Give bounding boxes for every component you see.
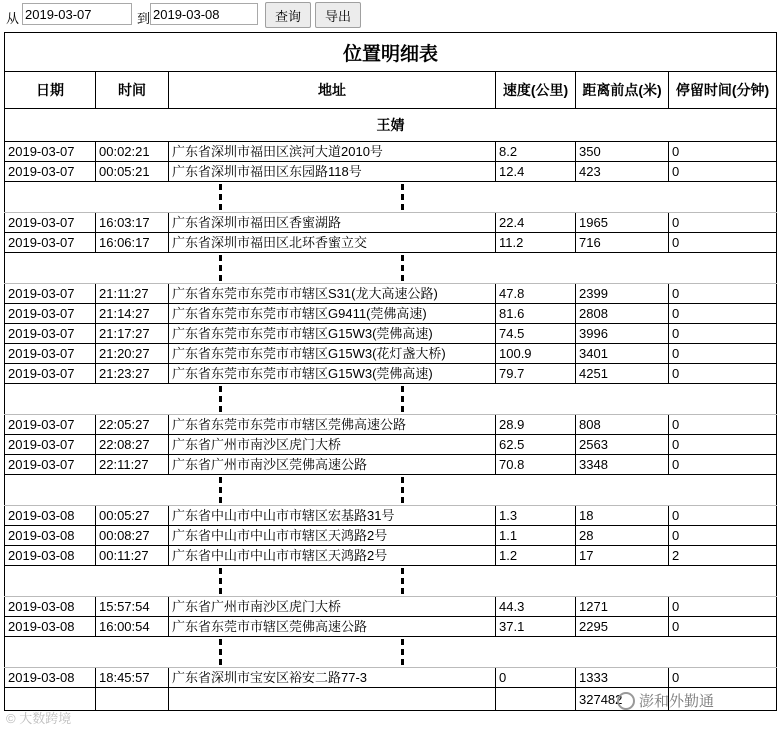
table-header-row — [5, 72, 777, 109]
header-speed: 速度(公里) — [496, 72, 576, 109]
cell-time: 22:05:27 — [96, 415, 169, 435]
ellipsis-dash — [401, 386, 404, 412]
table-row — [5, 597, 777, 617]
export-button[interactable]: 导出 — [315, 2, 361, 28]
cell-address: 广东省广州市南沙区虎门大桥 — [169, 435, 496, 455]
cell-speed: 1.2 — [496, 546, 576, 566]
table-row — [5, 284, 777, 304]
cell-distance: 3348 — [576, 455, 669, 475]
cell-date: 2019-03-07 — [5, 364, 96, 384]
cell-time: 16:06:17 — [96, 233, 169, 253]
cell-distance: 2399 — [576, 284, 669, 304]
cell-speed: 22.4 — [496, 213, 576, 233]
cell-address: 广东省深圳市福田区香蜜湖路 — [169, 213, 496, 233]
cell-time: 18:45:57 — [96, 668, 169, 688]
cell-address: 广东省深圳市福田区东园路118号 — [169, 162, 496, 182]
cell-date: 2019-03-08 — [5, 506, 96, 526]
table-row — [5, 233, 777, 253]
cell-time: 21:14:27 — [96, 304, 169, 324]
ellipsis-dash — [401, 255, 404, 281]
table-row — [5, 546, 777, 566]
cell-distance: 4251 — [576, 364, 669, 384]
cell-stay: 0 — [669, 364, 777, 384]
omitted-rows-gap — [5, 475, 777, 506]
table-row — [5, 213, 777, 233]
cell-speed: 100.9 — [496, 344, 576, 364]
cell-address: 广东省广州市南沙区虎门大桥 — [169, 597, 496, 617]
cell-distance: 2563 — [576, 435, 669, 455]
table-row — [5, 304, 777, 324]
omitted-rows-gap — [5, 182, 777, 213]
cell-stay: 0 — [669, 304, 777, 324]
wechat-icon — [617, 692, 635, 710]
table-row — [5, 142, 777, 162]
table-row — [5, 364, 777, 384]
gap-cell — [5, 182, 777, 213]
ellipsis-dash — [401, 639, 404, 665]
cell-stay: 0 — [669, 455, 777, 475]
cell-time: 21:20:27 — [96, 344, 169, 364]
query-toolbar — [0, 0, 780, 30]
cell-address: 广东省广州市南沙区莞佛高速公路 — [169, 455, 496, 475]
cell-stay: 0 — [669, 213, 777, 233]
table-row — [5, 344, 777, 364]
table-row — [5, 435, 777, 455]
cell-stay: 0 — [669, 526, 777, 546]
table-row — [5, 162, 777, 182]
cell-stay: 0 — [669, 324, 777, 344]
cell-distance: 17 — [576, 546, 669, 566]
cell-date: 2019-03-07 — [5, 415, 96, 435]
cell-date: 2019-03-08 — [5, 597, 96, 617]
cell-date: 2019-03-07 — [5, 162, 96, 182]
ellipsis-dash — [219, 568, 222, 594]
cell-distance: 3401 — [576, 344, 669, 364]
cell-address: 广东省中山市中山市市辖区天鸿路2号 — [169, 526, 496, 546]
total-distance: 327482 — [576, 688, 669, 711]
cell-stay: 0 — [669, 668, 777, 688]
ellipsis-dash — [219, 184, 222, 210]
group-name: 王婧 — [5, 109, 777, 142]
table-row — [5, 617, 777, 637]
ellipsis-dash — [401, 184, 404, 210]
cell-distance: 1271 — [576, 597, 669, 617]
omitted-rows-gap — [5, 637, 777, 668]
cell-address: 广东省东莞市东莞市市辖区S31(龙大高速公路) — [169, 284, 496, 304]
cell-stay: 0 — [669, 506, 777, 526]
watermark-left: © 大数跨境 — [6, 711, 72, 726]
cell-speed: 37.1 — [496, 617, 576, 637]
table-row — [5, 415, 777, 435]
cell-speed: 81.6 — [496, 304, 576, 324]
ellipsis-dash — [219, 639, 222, 665]
table-body — [5, 109, 777, 711]
cell-date: 2019-03-07 — [5, 435, 96, 455]
cell-stay: 0 — [669, 284, 777, 304]
total-empty-cell — [169, 688, 496, 711]
cell-speed: 47.8 — [496, 284, 576, 304]
cell-time: 22:08:27 — [96, 435, 169, 455]
cell-speed: 11.2 — [496, 233, 576, 253]
cell-time: 16:00:54 — [96, 617, 169, 637]
to-label: 到 — [137, 11, 151, 26]
header-time: 时间 — [96, 72, 169, 109]
cell-speed: 12.4 — [496, 162, 576, 182]
cell-stay: 0 — [669, 415, 777, 435]
cell-time: 00:08:27 — [96, 526, 169, 546]
cell-date: 2019-03-08 — [5, 668, 96, 688]
cell-address: 广东省深圳市福田区北环香蜜立交 — [169, 233, 496, 253]
header-distance: 距离前点(米) — [576, 72, 669, 109]
gap-cell — [5, 637, 777, 668]
cell-speed: 44.3 — [496, 597, 576, 617]
cell-stay: 0 — [669, 344, 777, 364]
header-stay: 停留时间(分钟) — [669, 72, 777, 109]
cell-date: 2019-03-07 — [5, 213, 96, 233]
table-row — [5, 526, 777, 546]
report-title: 位置明细表 — [5, 33, 777, 72]
cell-address: 广东省中山市中山市市辖区宏基路31号 — [169, 506, 496, 526]
cell-distance: 808 — [576, 415, 669, 435]
cell-address: 广东省东莞市东莞市市辖区G15W3(莞佛高速) — [169, 324, 496, 344]
watermark-right — [617, 690, 714, 711]
cell-address: 广东省东莞市东莞市市辖区G15W3(莞佛高速) — [169, 364, 496, 384]
cell-time: 00:05:21 — [96, 162, 169, 182]
cell-address: 广东省东莞市东莞市市辖区G15W3(花灯盏大桥) — [169, 344, 496, 364]
cell-date: 2019-03-07 — [5, 284, 96, 304]
cell-time: 21:23:27 — [96, 364, 169, 384]
cell-time: 15:57:54 — [96, 597, 169, 617]
cell-speed: 62.5 — [496, 435, 576, 455]
cell-stay: 2 — [669, 546, 777, 566]
cell-address: 广东省东莞市东莞市市辖区莞佛高速公路 — [169, 415, 496, 435]
cell-distance: 2808 — [576, 304, 669, 324]
to-date-input[interactable] — [150, 3, 258, 25]
omitted-rows-gap — [5, 253, 777, 284]
from-date-input[interactable] — [22, 3, 132, 25]
cell-time: 16:03:17 — [96, 213, 169, 233]
cell-distance: 1333 — [576, 668, 669, 688]
gap-cell — [5, 384, 777, 415]
query-button[interactable]: 查询 — [265, 2, 311, 28]
cell-date: 2019-03-08 — [5, 546, 96, 566]
position-detail-table — [4, 32, 777, 711]
cell-speed: 28.9 — [496, 415, 576, 435]
cell-stay: 0 — [669, 233, 777, 253]
cell-speed: 74.5 — [496, 324, 576, 344]
total-empty-cell — [496, 688, 576, 711]
cell-distance: 423 — [576, 162, 669, 182]
cell-time: 00:05:27 — [96, 506, 169, 526]
table-row — [5, 668, 777, 688]
cell-date: 2019-03-08 — [5, 526, 96, 546]
cell-stay: 0 — [669, 617, 777, 637]
total-empty-cell — [96, 688, 169, 711]
cell-time: 00:11:27 — [96, 546, 169, 566]
cell-distance: 18 — [576, 506, 669, 526]
cell-date: 2019-03-07 — [5, 142, 96, 162]
ellipsis-dash — [219, 477, 222, 503]
header-address: 地址 — [169, 72, 496, 109]
gap-cell — [5, 475, 777, 506]
from-label: 从 — [6, 11, 20, 26]
table-row — [5, 506, 777, 526]
ellipsis-dash — [219, 255, 222, 281]
cell-speed: 1.1 — [496, 526, 576, 546]
cell-time: 00:02:21 — [96, 142, 169, 162]
omitted-rows-gap — [5, 566, 777, 597]
cell-speed: 1.3 — [496, 506, 576, 526]
cell-speed: 70.8 — [496, 455, 576, 475]
cell-distance: 28 — [576, 526, 669, 546]
cell-speed: 79.7 — [496, 364, 576, 384]
cell-time: 21:11:27 — [96, 284, 169, 304]
cell-time: 21:17:27 — [96, 324, 169, 344]
header-date: 日期 — [5, 72, 96, 109]
cell-date: 2019-03-07 — [5, 324, 96, 344]
cell-date: 2019-03-07 — [5, 344, 96, 364]
cell-date: 2019-03-07 — [5, 455, 96, 475]
omitted-rows-gap — [5, 384, 777, 415]
table-row — [5, 324, 777, 344]
cell-date: 2019-03-07 — [5, 304, 96, 324]
cell-address: 广东省深圳市宝安区裕安二路77-3 — [169, 668, 496, 688]
cell-date: 2019-03-08 — [5, 617, 96, 637]
cell-distance: 350 — [576, 142, 669, 162]
cell-distance: 1965 — [576, 213, 669, 233]
cell-speed: 8.2 — [496, 142, 576, 162]
cell-speed: 0 — [496, 668, 576, 688]
cell-address: 广东省中山市中山市市辖区天鸿路2号 — [169, 546, 496, 566]
ellipsis-dash — [219, 386, 222, 412]
cell-address: 广东省东莞市市辖区莞佛高速公路 — [169, 617, 496, 637]
cell-time: 22:11:27 — [96, 455, 169, 475]
cell-date: 2019-03-07 — [5, 233, 96, 253]
cell-distance: 2295 — [576, 617, 669, 637]
ellipsis-dash — [401, 568, 404, 594]
cell-address: 广东省东莞市东莞市市辖区G9411(莞佛高速) — [169, 304, 496, 324]
watermark-right-text: 澎和外勤通 — [639, 693, 715, 710]
cell-stay: 0 — [669, 162, 777, 182]
cell-stay: 0 — [669, 142, 777, 162]
ellipsis-dash — [401, 477, 404, 503]
cell-distance: 3996 — [576, 324, 669, 344]
cell-stay: 0 — [669, 435, 777, 455]
cell-stay: 0 — [669, 597, 777, 617]
gap-cell — [5, 253, 777, 284]
table-row — [5, 455, 777, 475]
cell-distance: 716 — [576, 233, 669, 253]
position-detail-report — [4, 32, 776, 711]
gap-cell — [5, 566, 777, 597]
cell-address: 广东省深圳市福田区滨河大道2010号 — [169, 142, 496, 162]
